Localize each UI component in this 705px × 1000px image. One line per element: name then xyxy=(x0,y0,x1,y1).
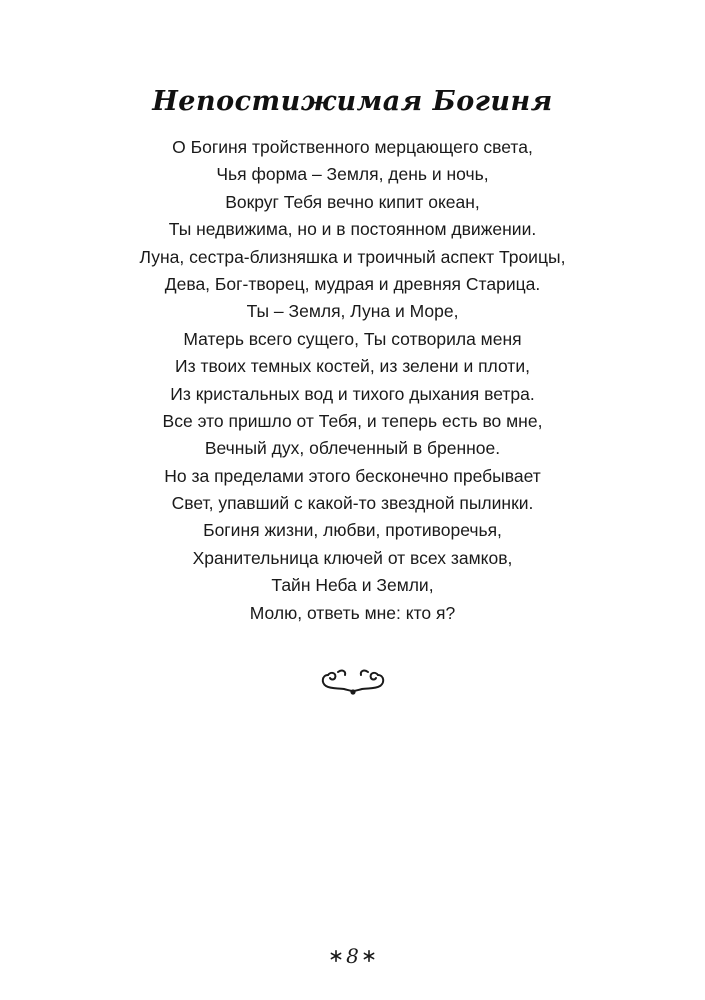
poem-line: Богиня жизни, любви, противоречья, xyxy=(203,520,502,541)
poem-line: Хранительница ключей от всех замков, xyxy=(192,547,513,568)
page-number: 8 xyxy=(346,944,359,968)
poem-line: Дева, Бог-творец, мудрая и древняя Старица. xyxy=(164,273,541,294)
poem-line: Но за пределами этого бесконечно пребывает xyxy=(164,465,541,486)
poem-line: Луна, сестра-близняшка и троичный аспект Троицы, xyxy=(139,246,566,267)
poem-line: Молю, ответь мне: кто я? xyxy=(249,602,456,623)
poem-line: Тайн Неба и Земли, xyxy=(271,575,434,596)
poem-line: Ты недвижима, но и в постоянном движении. xyxy=(168,219,537,240)
poem-line: Чья форма – Земля, день и ночь, xyxy=(216,164,489,185)
poem-body xyxy=(0,134,705,627)
poem-line: Вечный дух, облеченный в бренное. xyxy=(204,438,501,459)
poem-line: О Богиня тройственного мерцающего света, xyxy=(172,137,533,157)
poem-line: Матерь всего сущего, Ты сотворила меня xyxy=(183,328,522,349)
page-number-footer xyxy=(0,942,705,970)
poem-line: Вокруг Тебя вечно кипит океан, xyxy=(225,191,480,212)
poem-line: Ты – Земля, Луна и Море, xyxy=(246,301,459,322)
star-ornament-icon xyxy=(330,950,342,962)
poem-line: Из твоих темных костей, из зелени и плоти, xyxy=(175,356,530,377)
star-ornament-icon xyxy=(363,950,375,962)
flourish-ornament-icon xyxy=(318,667,388,697)
poem-line: Свет, упавший с какой-то звездной пылинки. xyxy=(171,493,534,514)
poem-line: Все это пришло от Тебя, и теперь есть во мне, xyxy=(162,410,543,431)
poem-line: Из кристальных вод и тихого дыхания ветра. xyxy=(170,383,535,404)
poem-title: Непостижимая Богиня xyxy=(152,86,553,117)
